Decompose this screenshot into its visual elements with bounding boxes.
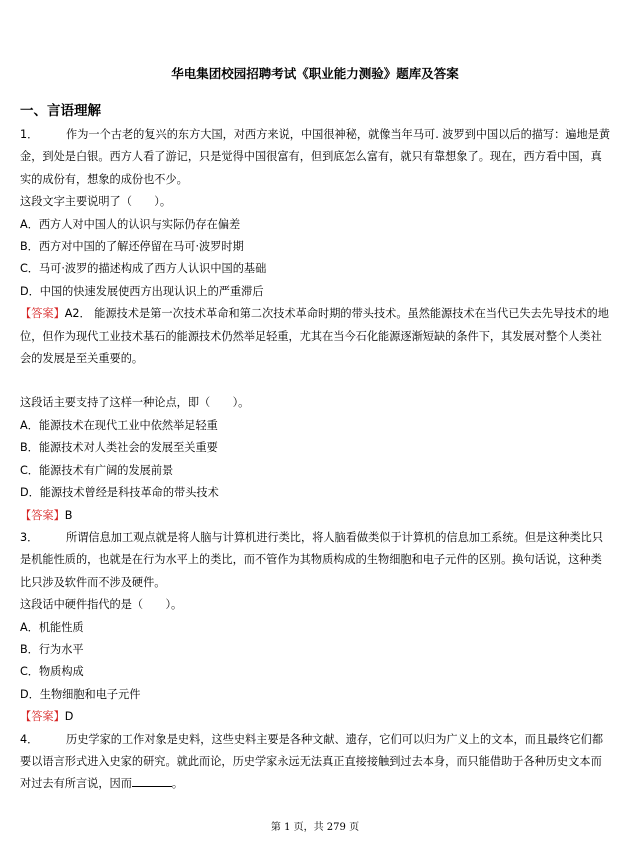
answer-tag: 【答案】: [20, 710, 65, 724]
stem-text: 能源技术是第一次技术革命和第二次技术革命时期的带头技术。虽然能源技术在当代已失去先导技术的地位，但作为现代工业技术基石的能源技术仍然举足轻重，尤其在当今石化能源逐渐短缺的条件下，其发展对整个人类社会的发展是至关重要的。: [20, 307, 609, 366]
fill-in-blank: [132, 774, 172, 787]
option-c: C．马可·波罗的描述构成了西方人认识中国的基础: [20, 262, 267, 276]
answer-line: [20, 706, 612, 728]
question-2-stem: [20, 303, 612, 370]
question-2-prompt: 这段话主要支持了这样一种论点，即（ ）。: [20, 396, 250, 410]
question-number: 1．: [20, 128, 39, 141]
option-a: A．西方人对中国人的认识与实际仍存在偏差: [20, 217, 241, 231]
question-1-prompt: 这段文字主要说明了（ ）。: [20, 195, 172, 209]
answer-value: D: [64, 710, 74, 724]
option-a: A．能源技术在现代工业中依然举足轻重: [20, 418, 218, 432]
answer-line: [20, 505, 612, 527]
option-b: B．西方对中国的了解还停留在马可·波罗时期: [20, 240, 244, 254]
option-c: C．物质构成: [20, 665, 84, 679]
page-footer: 第 1 页，共 279 页: [270, 822, 360, 833]
page-title: 华电集团校园招聘考试《职业能力测验》题库及答案: [171, 66, 459, 81]
option-a: A．机能性质: [20, 620, 84, 634]
question-3-prompt: 这段话中硬件指代的是（ ）。: [20, 598, 183, 612]
option-c: C．能源技术有广阔的发展前景: [20, 463, 174, 477]
section-title: 一、言语理解: [20, 103, 101, 119]
stem-text: 历史学家的工作对象是史料，这些史料主要是各种文献、遗存，它们可以归为广义上的文本，而且最终它们都要以语言形式进入史家的研究。就此而论，历史学家永远无法真正直接接触到过去本身，而只能借助于各种历史文本而对过去有所言说，因而: [20, 732, 604, 791]
stem-text: 所谓信息加工观点就是将人脑与计算机进行类比，将人脑看做类似于计算机的信息加工系统。但是这种类比只是机能性质的，也就是在行为水平上的类比，而不管作为其物质构成的生物细胞和电子元件的区别。换句话说，这种类比只涉及软件而不涉及硬件。: [20, 530, 604, 589]
option-b: B．能源技术对人类社会的发展至关重要: [20, 441, 218, 455]
option-d: D．能源技术曾经是科技革命的带头技术: [20, 486, 219, 500]
question-1-stem: [20, 124, 612, 191]
question-list: [20, 124, 612, 796]
question-4-stem: [20, 729, 612, 796]
stem-end: 。: [171, 777, 184, 791]
stem-text: 作为一个古老的复兴的东方大国，对西方来说，中国很神秘，就像当年马可. 波罗到中国以后的描写：遍地是黄金，到处是白银。西方人看了游记，只是觉得中国很富有，但到底怎么富有，就只有靠想象了。现在，西方看中国，真实的成份有，想象的成份也不少。: [20, 128, 611, 186]
question-3-stem: [20, 527, 612, 594]
answer-tag: 【答案】: [20, 307, 65, 321]
option-b: B．行为水平: [20, 642, 84, 656]
option-d: D．生物细胞和电子元件: [20, 687, 141, 701]
answer-value: B: [64, 508, 73, 522]
question-number: 4．: [20, 732, 39, 746]
answer-tag: 【答案】: [20, 508, 65, 522]
option-d: D．中国的快速发展使西方出现认识上的严重滞后: [20, 284, 264, 298]
answer-value: A: [64, 307, 73, 321]
question-number: 2．: [72, 307, 91, 321]
question-number: 3．: [20, 530, 39, 544]
